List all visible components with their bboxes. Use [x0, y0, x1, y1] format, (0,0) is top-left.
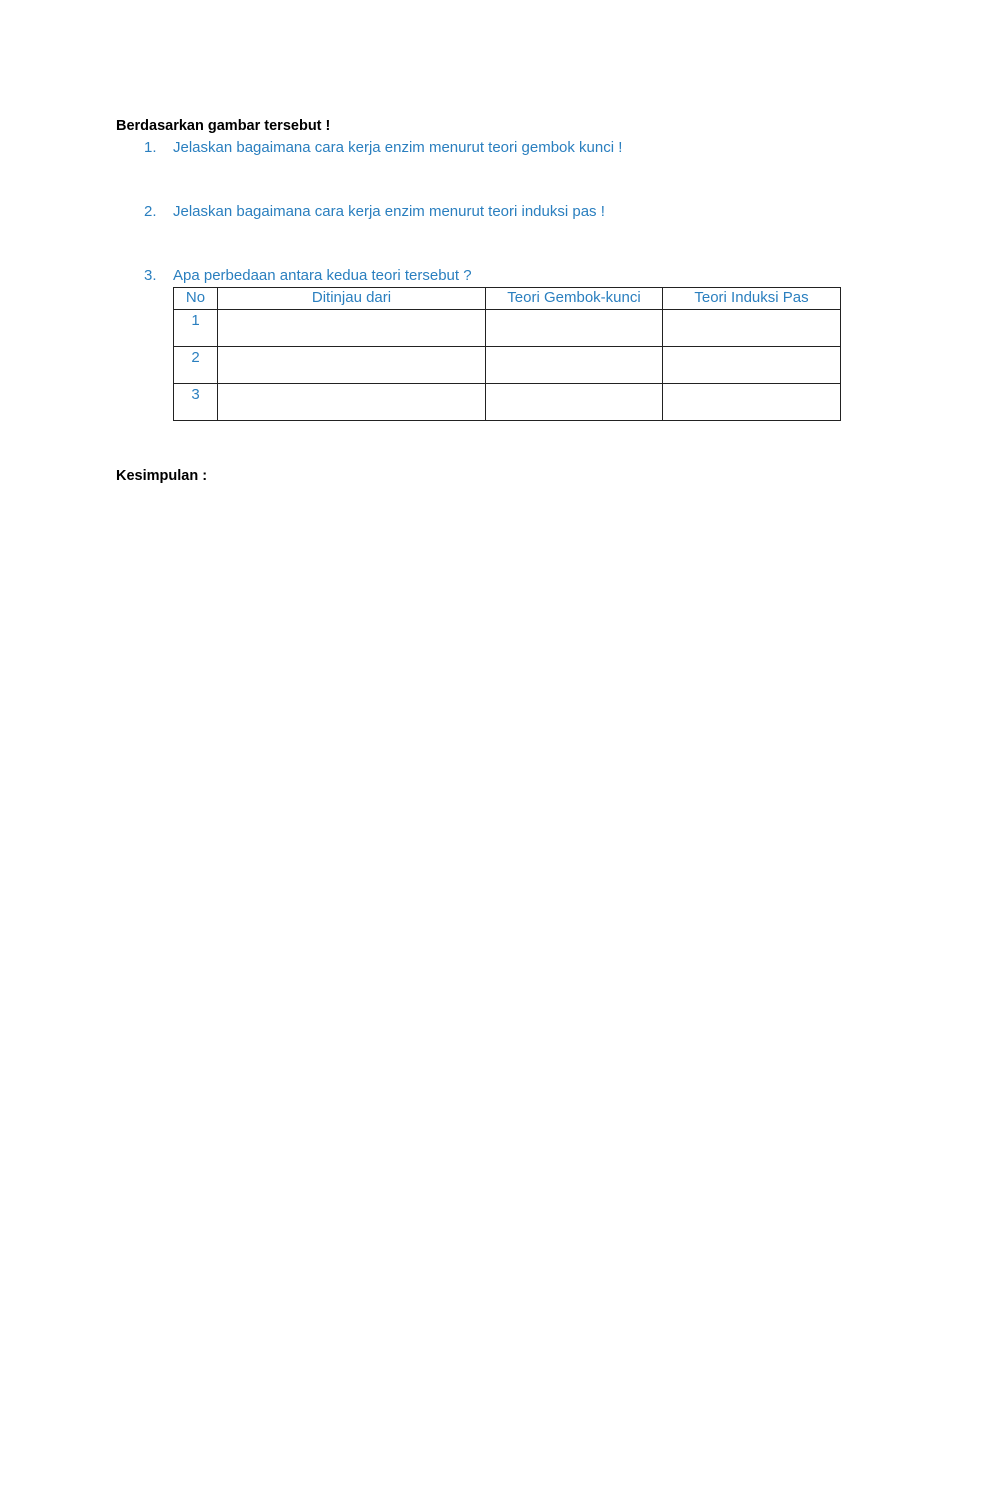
induksi-pas-answer-cell[interactable] [663, 310, 841, 347]
comparison-table [173, 287, 841, 421]
question-3 [144, 266, 472, 285]
question-number: 2. [144, 203, 157, 220]
table-row [174, 347, 841, 384]
table-row [174, 310, 841, 347]
header-no: No [174, 288, 218, 310]
table-row [174, 384, 841, 421]
gembok-kunci-answer-cell[interactable] [486, 310, 663, 347]
intro-heading: Berdasarkan gambar tersebut ! [116, 118, 331, 134]
header-teori-gembok-kunci: Teori Gembok-kunci [486, 288, 663, 310]
question-text: Apa perbedaan antara kedua teori tersebut ? [173, 267, 472, 284]
question-2 [144, 202, 605, 221]
row-number-cell: 3 [174, 384, 218, 421]
ditinjau-dari-answer-cell[interactable] [218, 347, 486, 384]
gembok-kunci-answer-cell[interactable] [486, 384, 663, 421]
row-number-cell: 2 [174, 347, 218, 384]
question-number: 3. [144, 267, 157, 284]
ditinjau-dari-answer-cell[interactable] [218, 384, 486, 421]
question-text: Jelaskan bagaimana cara kerja enzim menurut teori gembok kunci ! [173, 139, 623, 156]
gembok-kunci-answer-cell[interactable] [486, 347, 663, 384]
conclusion-heading: Kesimpulan : [116, 468, 208, 484]
question-1 [144, 138, 622, 157]
ditinjau-dari-answer-cell[interactable] [218, 310, 486, 347]
induksi-pas-answer-cell[interactable] [663, 347, 841, 384]
row-number-cell: 1 [174, 310, 218, 347]
header-ditinjau-dari: Ditinjau dari [218, 288, 486, 310]
induksi-pas-answer-cell[interactable] [663, 384, 841, 421]
table-header-row [174, 288, 841, 310]
question-number: 1. [144, 139, 157, 156]
header-teori-induksi-pas: Teori Induksi Pas [663, 288, 841, 310]
question-text: Jelaskan bagaimana cara kerja enzim menurut teori induksi pas ! [173, 203, 605, 220]
